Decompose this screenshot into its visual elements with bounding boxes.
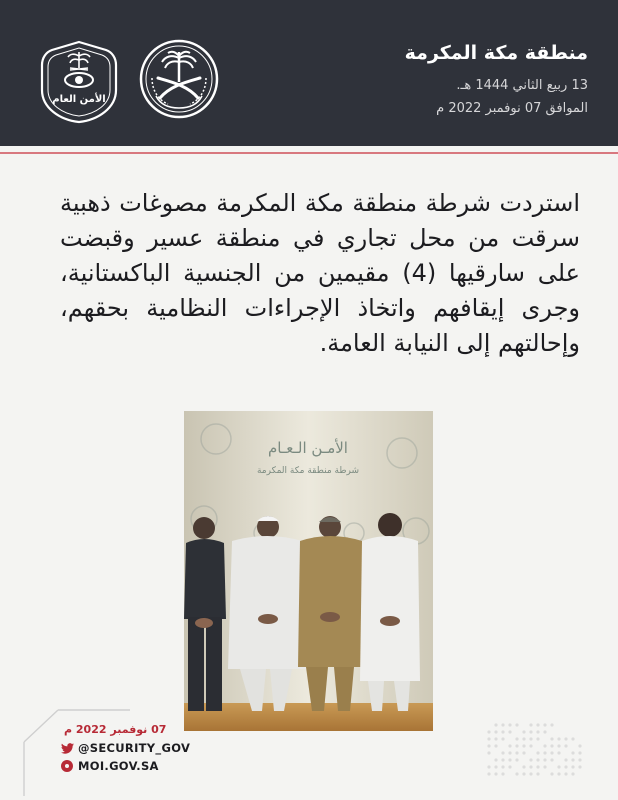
dot-pattern-decoration [486, 722, 586, 782]
region-title: منطقة مكة المكرمة [404, 42, 588, 64]
photo-banner-subtitle: شرطة منطقة مكة المكرمة [256, 466, 360, 476]
security-logo-text: الأمن العام [52, 94, 106, 105]
twitter-handle: @SECURITY_GOV [78, 741, 191, 755]
accent-divider [0, 152, 618, 154]
footer-date: 07 نوفمبر 2022 م [64, 723, 167, 736]
press-photo [184, 411, 433, 731]
hijri-date: 13 ربيع الثاني 1444 هـ. [456, 78, 588, 93]
gregorian-date: الموافق 07 نوفمبر 2022 م [436, 101, 588, 116]
website-row[interactable] [60, 758, 159, 774]
globe-icon [60, 759, 74, 773]
saudi-emblem-icon [138, 38, 220, 120]
news-body: استردت شرطة منطقة مكة المكرمة مصوغات ذهبية سرقت من محل تجاري في منطقة عسير وقبضت على سارقيها (4) مقيمين من الجنسية الباكستانية، وجرى إيقافهم واتخاذ الإجراءات النظامية بحقهم، وإحالتهم إلى النيابة العامة. [60, 189, 580, 357]
twitter-row[interactable] [60, 740, 190, 756]
website-url: MOI.GOV.SA [78, 759, 159, 773]
public-security-logo [36, 38, 122, 124]
photo-banner-title: الأمـن الـعـام [268, 439, 348, 457]
twitter-icon [60, 741, 74, 755]
